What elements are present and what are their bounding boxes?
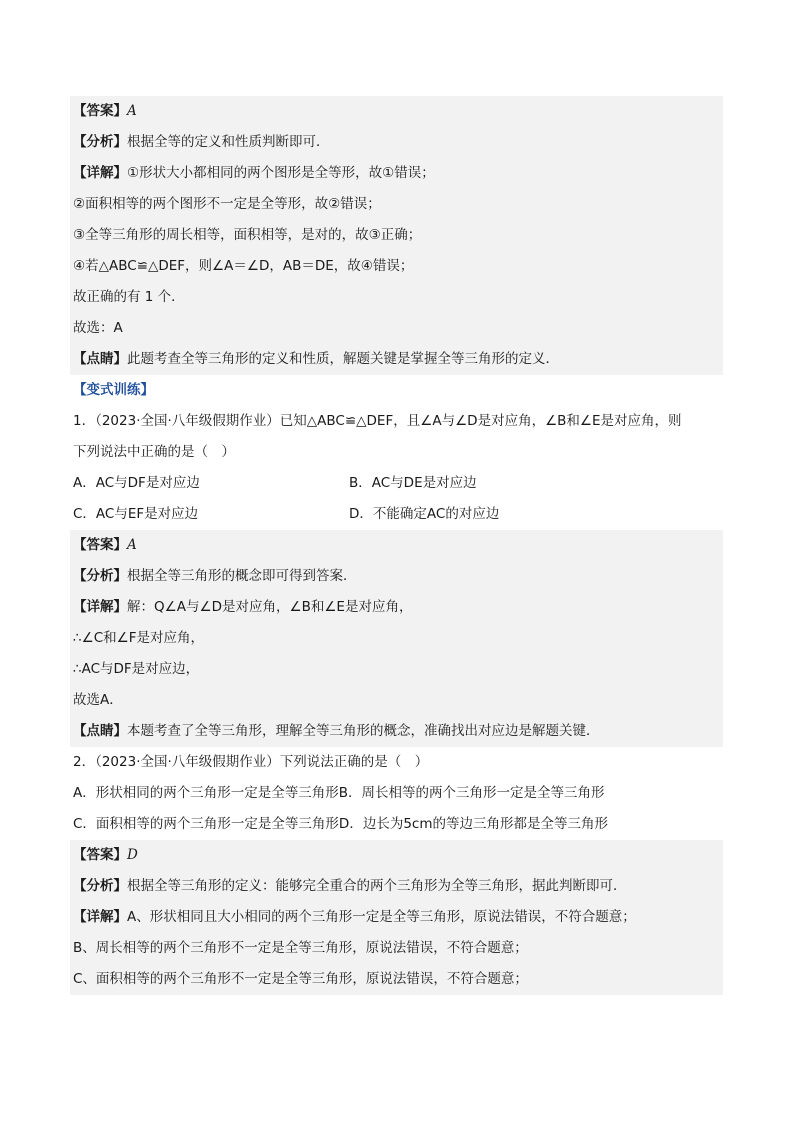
text-line [70,406,723,437]
line-label: 【答案】 [73,537,127,553]
line-label: 【分析】 [73,568,127,584]
line-label: 【分析】 [73,134,127,150]
text-line [70,809,723,840]
text-line [70,375,723,406]
line-label: 【详解】 [73,909,127,925]
line-text: ④若△ABC≌△DEF，则∠A＝∠D，AB＝DE，故④错误； [73,258,414,274]
line-label: 【分析】 [73,878,127,894]
option-item: A．AC与DF是对应边 [73,475,200,491]
line-text: 故正确的有 1 个． [73,289,185,305]
line-text: A [127,537,137,553]
text-line [70,964,723,995]
text-line [70,840,723,871]
text-line [70,902,723,933]
line-text: ∴∠C和∠F是对应角， [73,630,204,646]
line-text: B、周长相等的两个三角形不一定是全等三角形，原说法错误，不符合题意； [73,940,528,956]
text-line [70,344,723,375]
line-text: 本题考查了全等三角形，理解全等三角形的概念，准确找出对应边是解题关键． [127,723,600,739]
text-line [70,623,723,654]
line-text: ①形状大小都相同的两个图形是全等形，故①错误； [127,165,435,181]
line-text: ③全等三角形的周长相等，面积相等，是对的，故③正确； [73,227,422,243]
line-text: 解：Q∠A与∠D是对应角，∠B和∠E是对应角， [127,599,413,615]
text-line [70,468,723,499]
line-text: 根据全等的定义和性质判断即可． [127,134,330,150]
line-text: A [127,103,137,119]
text-line [70,499,723,530]
text-line [70,96,723,127]
text-line [70,871,723,902]
line-label: 【答案】 [73,847,127,863]
line-text: 根据全等三角形的概念即可得到答案． [127,568,357,584]
text-line [70,747,723,778]
line-text: 下列说法中正确的是（ ） [73,444,235,460]
line-label: 【详解】 [73,165,127,181]
option-item: C．AC与EF是对应边 [73,506,199,522]
line-text: A、形状相同且大小相同的两个三角形一定是全等三角形，原说法错误，不符合题意； [127,909,636,925]
text-line [70,716,723,747]
text-line [70,189,723,220]
line-label: 【答案】 [73,103,127,119]
line-label: 【详解】 [73,599,127,615]
line-text: C、面积相等的两个三角形不一定是全等三角形，原说法错误，不符合题意； [73,971,528,987]
line-text: ②面积相等的两个图形不一定是全等形，故②错误； [73,196,381,212]
text-line [70,654,723,685]
text-line [70,685,723,716]
line-text: C．面积相等的两个三角形一定是全等三角形D．边长为5cm的等边三角形都是全等三角形 [73,816,608,832]
text-line [70,437,723,468]
line-text: 1．（2023·全国·八年级假期作业）已知△ABC≌△DEF，且∠A与∠D是对应角，∠B和∠E是对应角，则 [73,413,682,429]
line-label: 【点睛】 [73,351,127,367]
text-line [70,530,723,561]
text-line [70,158,723,189]
text-line [70,933,723,964]
option-item: B．AC与DE是对应边 [349,475,477,491]
line-text: D [127,847,138,863]
text-line [70,282,723,313]
line-text: 2．（2023·全国·八年级假期作业）下列说法正确的是（ ） [73,754,429,770]
line-text: 故选：A [73,320,123,336]
answer-content [70,96,723,995]
line-text: 根据全等三角形的定义：能够完全重合的两个三角形为全等三角形，据此判断即可． [127,878,627,894]
line-text: ∴AC与DF是对应边， [73,661,200,677]
text-line [70,251,723,282]
text-line [70,561,723,592]
line-text: 此题考查全等三角形的定义和性质，解题关键是掌握全等三角形的定义． [127,351,559,367]
text-line [70,778,723,809]
text-line [70,127,723,158]
line-label: 【点睛】 [73,723,127,739]
section-heading: 【变式训练】 [73,382,154,398]
line-text: A．形状相同的两个三角形一定是全等三角形B．周长相等的两个三角形一定是全等三角形 [73,785,605,801]
text-line [70,220,723,251]
option-item: D．不能确定AC的对应边 [349,506,500,522]
text-line [70,313,723,344]
text-line [70,592,723,623]
line-text: 故选A． [73,692,123,708]
